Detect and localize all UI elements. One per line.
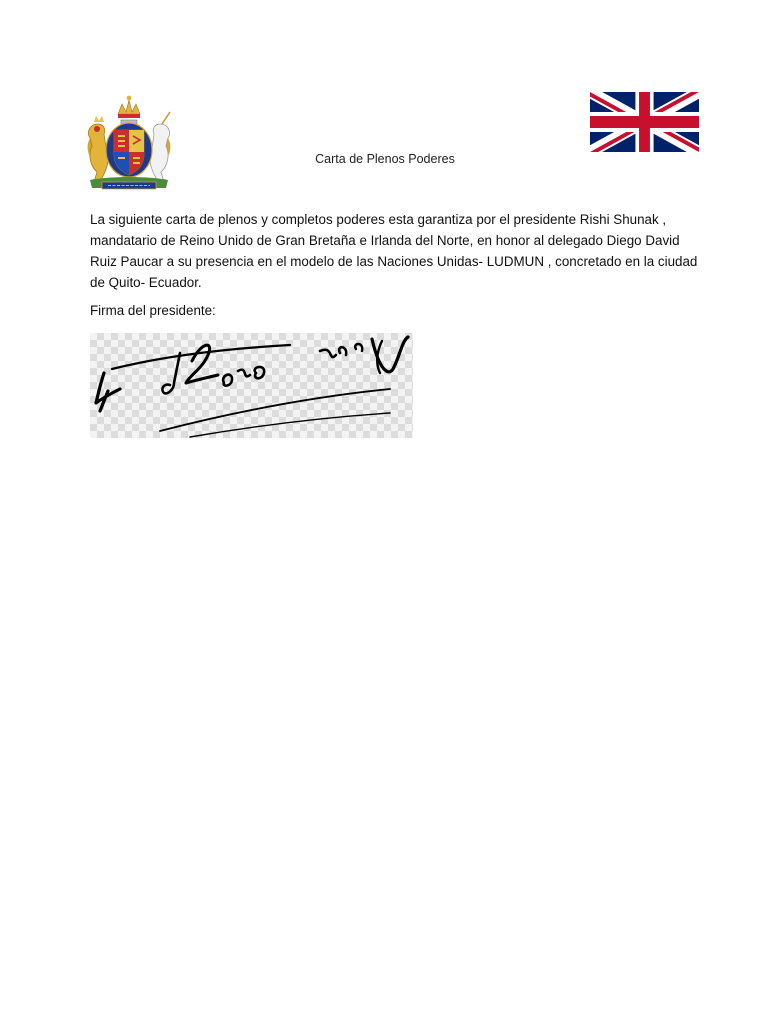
union-jack-flag-icon [590, 92, 699, 152]
handwritten-signature-icon [90, 333, 413, 438]
signature-image [90, 333, 413, 438]
royal-coat-of-arms-icon [80, 92, 178, 194]
signature-label: Firma del presidente: [90, 303, 216, 318]
document-title: Carta de Plenos Poderes [315, 152, 455, 166]
letter-paragraph: La siguiente carta de plenos y completos poderes esta garantiza por el presidente Rishi Shunak , mandatario de Reino Unido de Gran Bretaña e Irlanda del Norte, en honor al delegado Diego David Ruiz Paucar a su presencia en el modelo de las Naciones Unidas- LUDMUN , concretado en la ciudad de Quito- Ecuador. [90, 212, 698, 290]
